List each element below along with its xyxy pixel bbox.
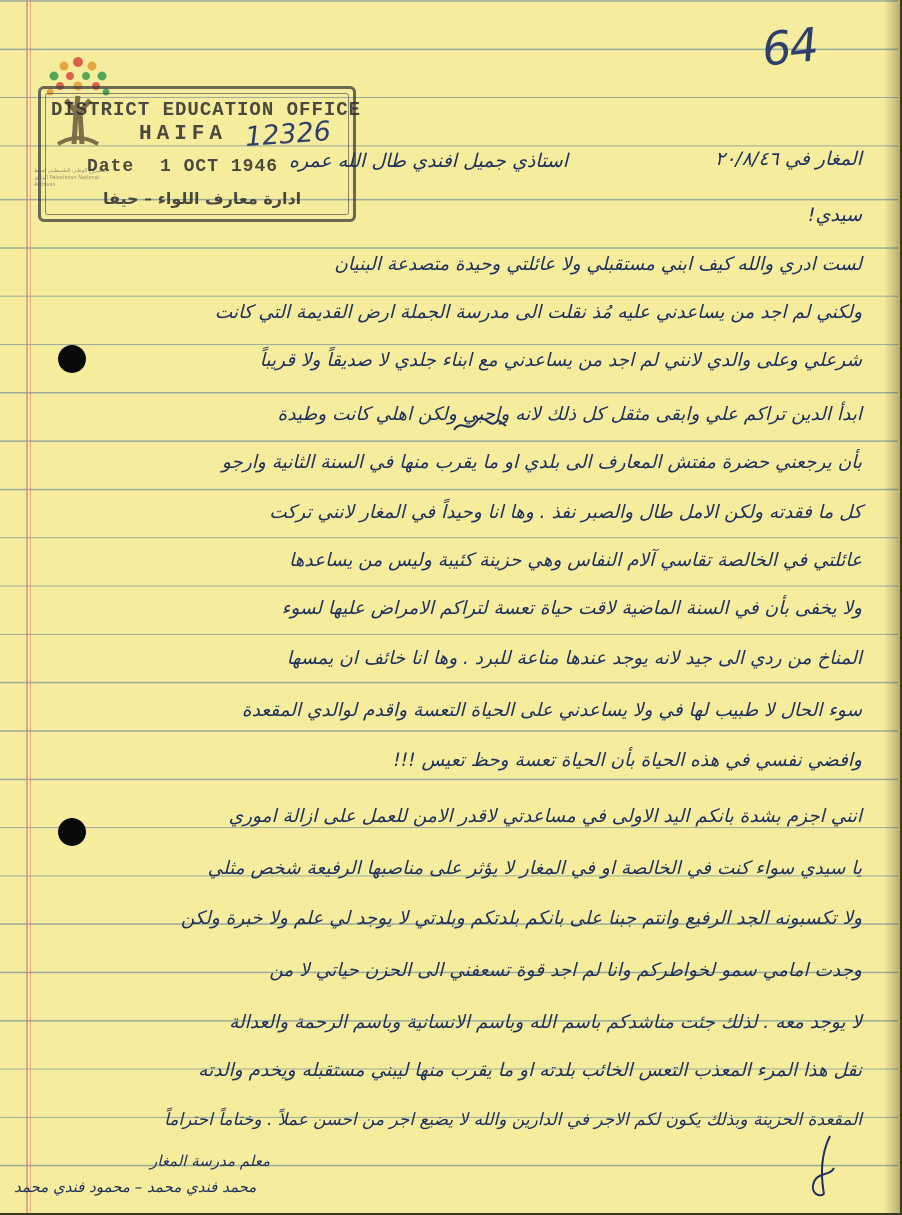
crossed-out-word-icon bbox=[452, 416, 508, 436]
letter-date: المغار في ٢٠/٨/٤٦ bbox=[714, 148, 862, 170]
stamp-date-value: 1 OCT 1946 bbox=[160, 157, 279, 177]
signature-name: محمد فندي محمد – محمود فندي محمد bbox=[14, 1178, 257, 1196]
body-line: وافضي نفسي في هذه الحياة بأن الحياة تعسة وحظ تعيس !!! bbox=[393, 750, 862, 771]
stamp-office-name: DISTRICT EDUCATION OFFICE bbox=[51, 99, 362, 121]
body-line: المقعدة الحزينة وبذلك يكون لكم الاجر في الدارين والله لا يضيع اجر من احسن عملاً . وختاماً احتراماً bbox=[164, 1110, 862, 1130]
punch-hole-top bbox=[58, 345, 86, 373]
stamp-department: ادارة معارف اللواء – حيفا bbox=[103, 189, 302, 208]
folio-number: 64 bbox=[759, 17, 820, 77]
margin-rule bbox=[26, 0, 28, 1213]
body-line: المناخ من ردي الى جيد لانه يوجد عندها مناعة للبرد . وها انا خائف ان يمسها bbox=[286, 648, 862, 669]
body-line: لا يوجد معه . لذلك جئت مناشدكم باسم الله وباسم الانسانية وباسم الرحمة والعدالة bbox=[229, 1012, 862, 1033]
stamp-date-row bbox=[87, 157, 278, 177]
body-line: ابدأ الدين تراكم علي وابقى مثقل كل ذلك لانه واجبي ولكن اهلي كانت وطيدة bbox=[277, 404, 862, 425]
stamp-registration-number: 12326 bbox=[244, 116, 332, 153]
body-line: انني اجزم بشدة بانكم اليد الاولى في مساعدتي لاقدر الامن للعمل على ازالة اموري bbox=[228, 806, 862, 827]
body-line: لست ادري والله كيف ابني مستقبلي ولا عائلتي وحيدة متصدعة البنيان bbox=[334, 254, 862, 275]
body-line: ولا تكسبونه الجد الرفيع وانتم جبنا على بانكم بلدتكم وبلدتي لا يوجد لي علم ولا خبرة ولكن bbox=[180, 908, 862, 929]
page-edge-shadow bbox=[884, 0, 898, 1213]
punch-hole-bottom bbox=[58, 818, 86, 846]
body-line: ولكني لم اجد من يساعدني عليه مُذ نقلت الى مدرسة الجملة ارض القديمة التي كانت bbox=[214, 302, 862, 323]
body-line: وجدت امامي سمو لخواطركم وانا لم اجد قوة تسعفني الى الحزن حياتي لا من bbox=[269, 960, 862, 981]
margin-rule-inner bbox=[30, 0, 31, 1213]
signature-title: معلم مدرسة المغار bbox=[150, 1152, 270, 1170]
body-line: يا سيدي سواء كنت في الخالصة او في المغار لا يؤثر على مناصبها الرفيعة شخص مثلي bbox=[207, 858, 862, 879]
body-line: ولا يخفى بأن في السنة الماضية لاقت حياة تعسة لتراكم الامراض عليها لسوء bbox=[281, 598, 862, 619]
body-line: عائلتي في الخالصة تقاسي آلام النفاس وهي حزينة كئيبة وليس من يساعدها bbox=[288, 550, 862, 571]
body-line: بأن يرجعني حضرة مفتش المعارف الى بلدي او ما يقرب منها في السنة الثانية وارجو bbox=[221, 452, 862, 473]
body-line: سوء الحال لا طبيب لها في ولا يساعدني على الحياة التعسة واقدم لوالدي المقعدة bbox=[241, 700, 862, 721]
handwritten-signature-mark-icon bbox=[800, 1132, 850, 1202]
body-line: كل ما فقدته ولكن الامل طال والصبر نفذ . وها انا وحيداً في المغار لانني تركت bbox=[269, 502, 862, 523]
stamp-city: HAIFA bbox=[139, 123, 228, 146]
letter-recipient: استاذي جميل افندي طال الله عمره bbox=[288, 150, 568, 172]
body-line: نقل هذا المرء المعذب التعس الخائب بلدته او ما يقرب منها ليبني مستقبله ويخدم والدته bbox=[198, 1060, 862, 1081]
archive-logo-caption: المشروع الوطني الفلسطيني لحفظ الوثائق Palestinian National Archives bbox=[34, 168, 108, 188]
letter-salutation: سيدي! bbox=[807, 204, 862, 226]
stamp-date-label: Date bbox=[87, 157, 135, 177]
body-line: شرعلي وعلى والدي لانني لم اجد من يساعدني مع ابناء جلدي لا صديقاً ولا قريباً bbox=[259, 350, 862, 371]
